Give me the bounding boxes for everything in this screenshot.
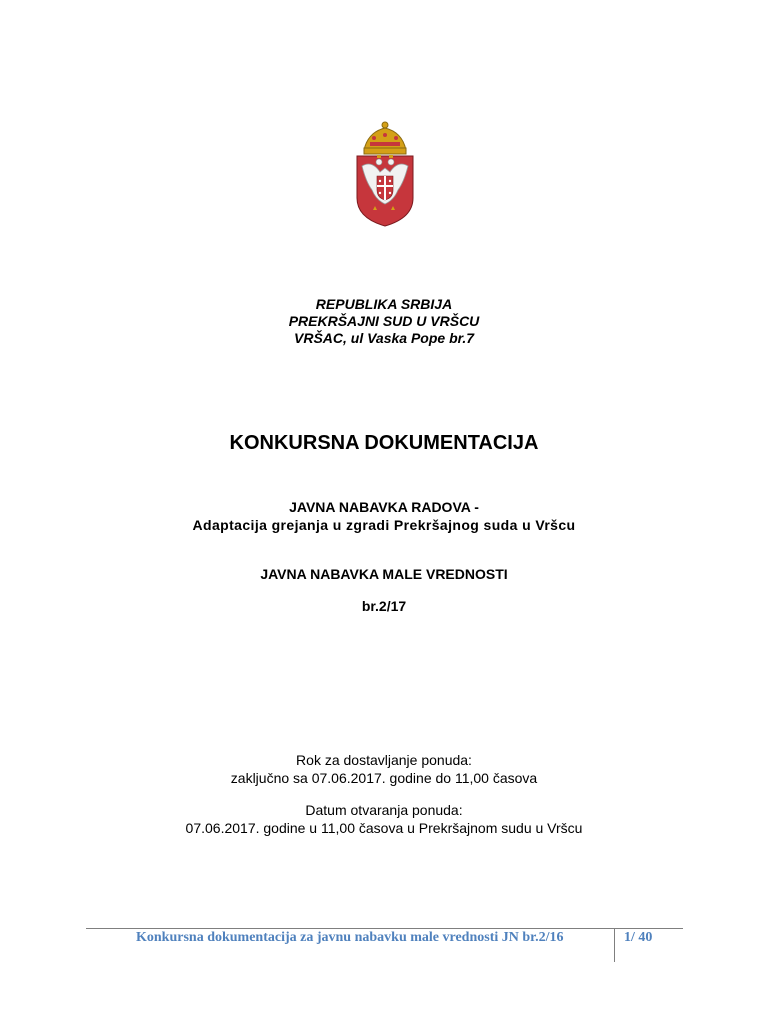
deadline-label: Rok za dostavljanje ponuda: (296, 752, 472, 768)
court-address: VRŠAC, ul Vaska Pope br.7 (294, 330, 474, 346)
procurement-description: Adaptacija grejanja u zgradi Prekršajnog suda u Vršcu (192, 517, 576, 533)
procurement-subject (0, 498, 768, 534)
document-title: KONKURSNA DOKUMENTACIJA (229, 432, 539, 454)
country-name: REPUBLIKA SRBIJA (315, 296, 453, 312)
footer-text: Konkursna dokumentacija za javnu nabavku male vrednosti JN br.2/16 (136, 930, 564, 945)
crown-icon (364, 122, 406, 154)
court-header (0, 296, 768, 347)
procedure-type: JAVNA NABAVKA MALE VREDNOSTI (260, 566, 508, 582)
opening-label: Datum otvaranja ponuda: (305, 802, 463, 818)
court-name: PREKRŠAJNI SUD U VRŠCU (288, 313, 480, 329)
deadline-value: zaključno sa 07.06.2017. godine do 11,00 časova (230, 770, 538, 786)
page-number: 1/ 40 (624, 930, 653, 945)
dates-block (0, 751, 768, 837)
procurement-type: JAVNA NABAVKA RADOVA - (289, 499, 479, 515)
opening-value: 07.06.2017. godine u 11,00 časova u Prekršajnom sudu u Vršcu (185, 820, 583, 836)
procurement-number: br.2/17 (361, 598, 407, 614)
footer-separator (614, 928, 615, 962)
footer-divider (86, 928, 683, 929)
shield-icon (357, 155, 413, 226)
coat-of-arms-emblem (354, 120, 416, 228)
